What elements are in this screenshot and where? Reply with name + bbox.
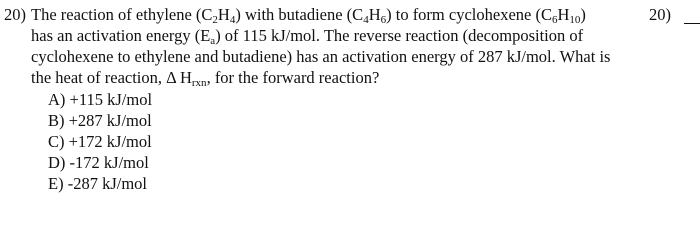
- choice-e[interactable]: E) -287 kJ/mol: [48, 174, 147, 193]
- answer-blank-line[interactable]: [684, 23, 700, 24]
- stem-line-1: The reaction of ethylene $(C_2H_4)$ with butadiene $(C_4H_6)$ to form cyclohexene $(C_6H_{10})$: [31, 5, 586, 26]
- choice-c[interactable]: C) +172 kJ/mol: [48, 132, 152, 151]
- choice-d[interactable]: D) -172 kJ/mol: [48, 153, 149, 172]
- stem-line-2: has an activation energy $(E_a)$ of 115 kJ/mol. The reverse reaction (decomposition of: [31, 26, 584, 47]
- stem-line-4: the heat of reaction, Δ $H_{rxn}$, for the forward reaction?: [31, 68, 380, 89]
- choice-b[interactable]: B) +287 kJ/mol: [48, 111, 152, 130]
- question-number: 20): [4, 5, 26, 24]
- choice-a[interactable]: A) +115 kJ/mol: [48, 90, 153, 109]
- question-20: [4, 4, 644, 194]
- stem-line-3: cyclohexene to ethylene and butadiene) has an activation energy of 287 kJ/mol. What is: [31, 47, 611, 66]
- answer-choices: [4, 89, 644, 194]
- question-stem: [4, 4, 644, 88]
- answer-blank-number: 20): [649, 5, 671, 24]
